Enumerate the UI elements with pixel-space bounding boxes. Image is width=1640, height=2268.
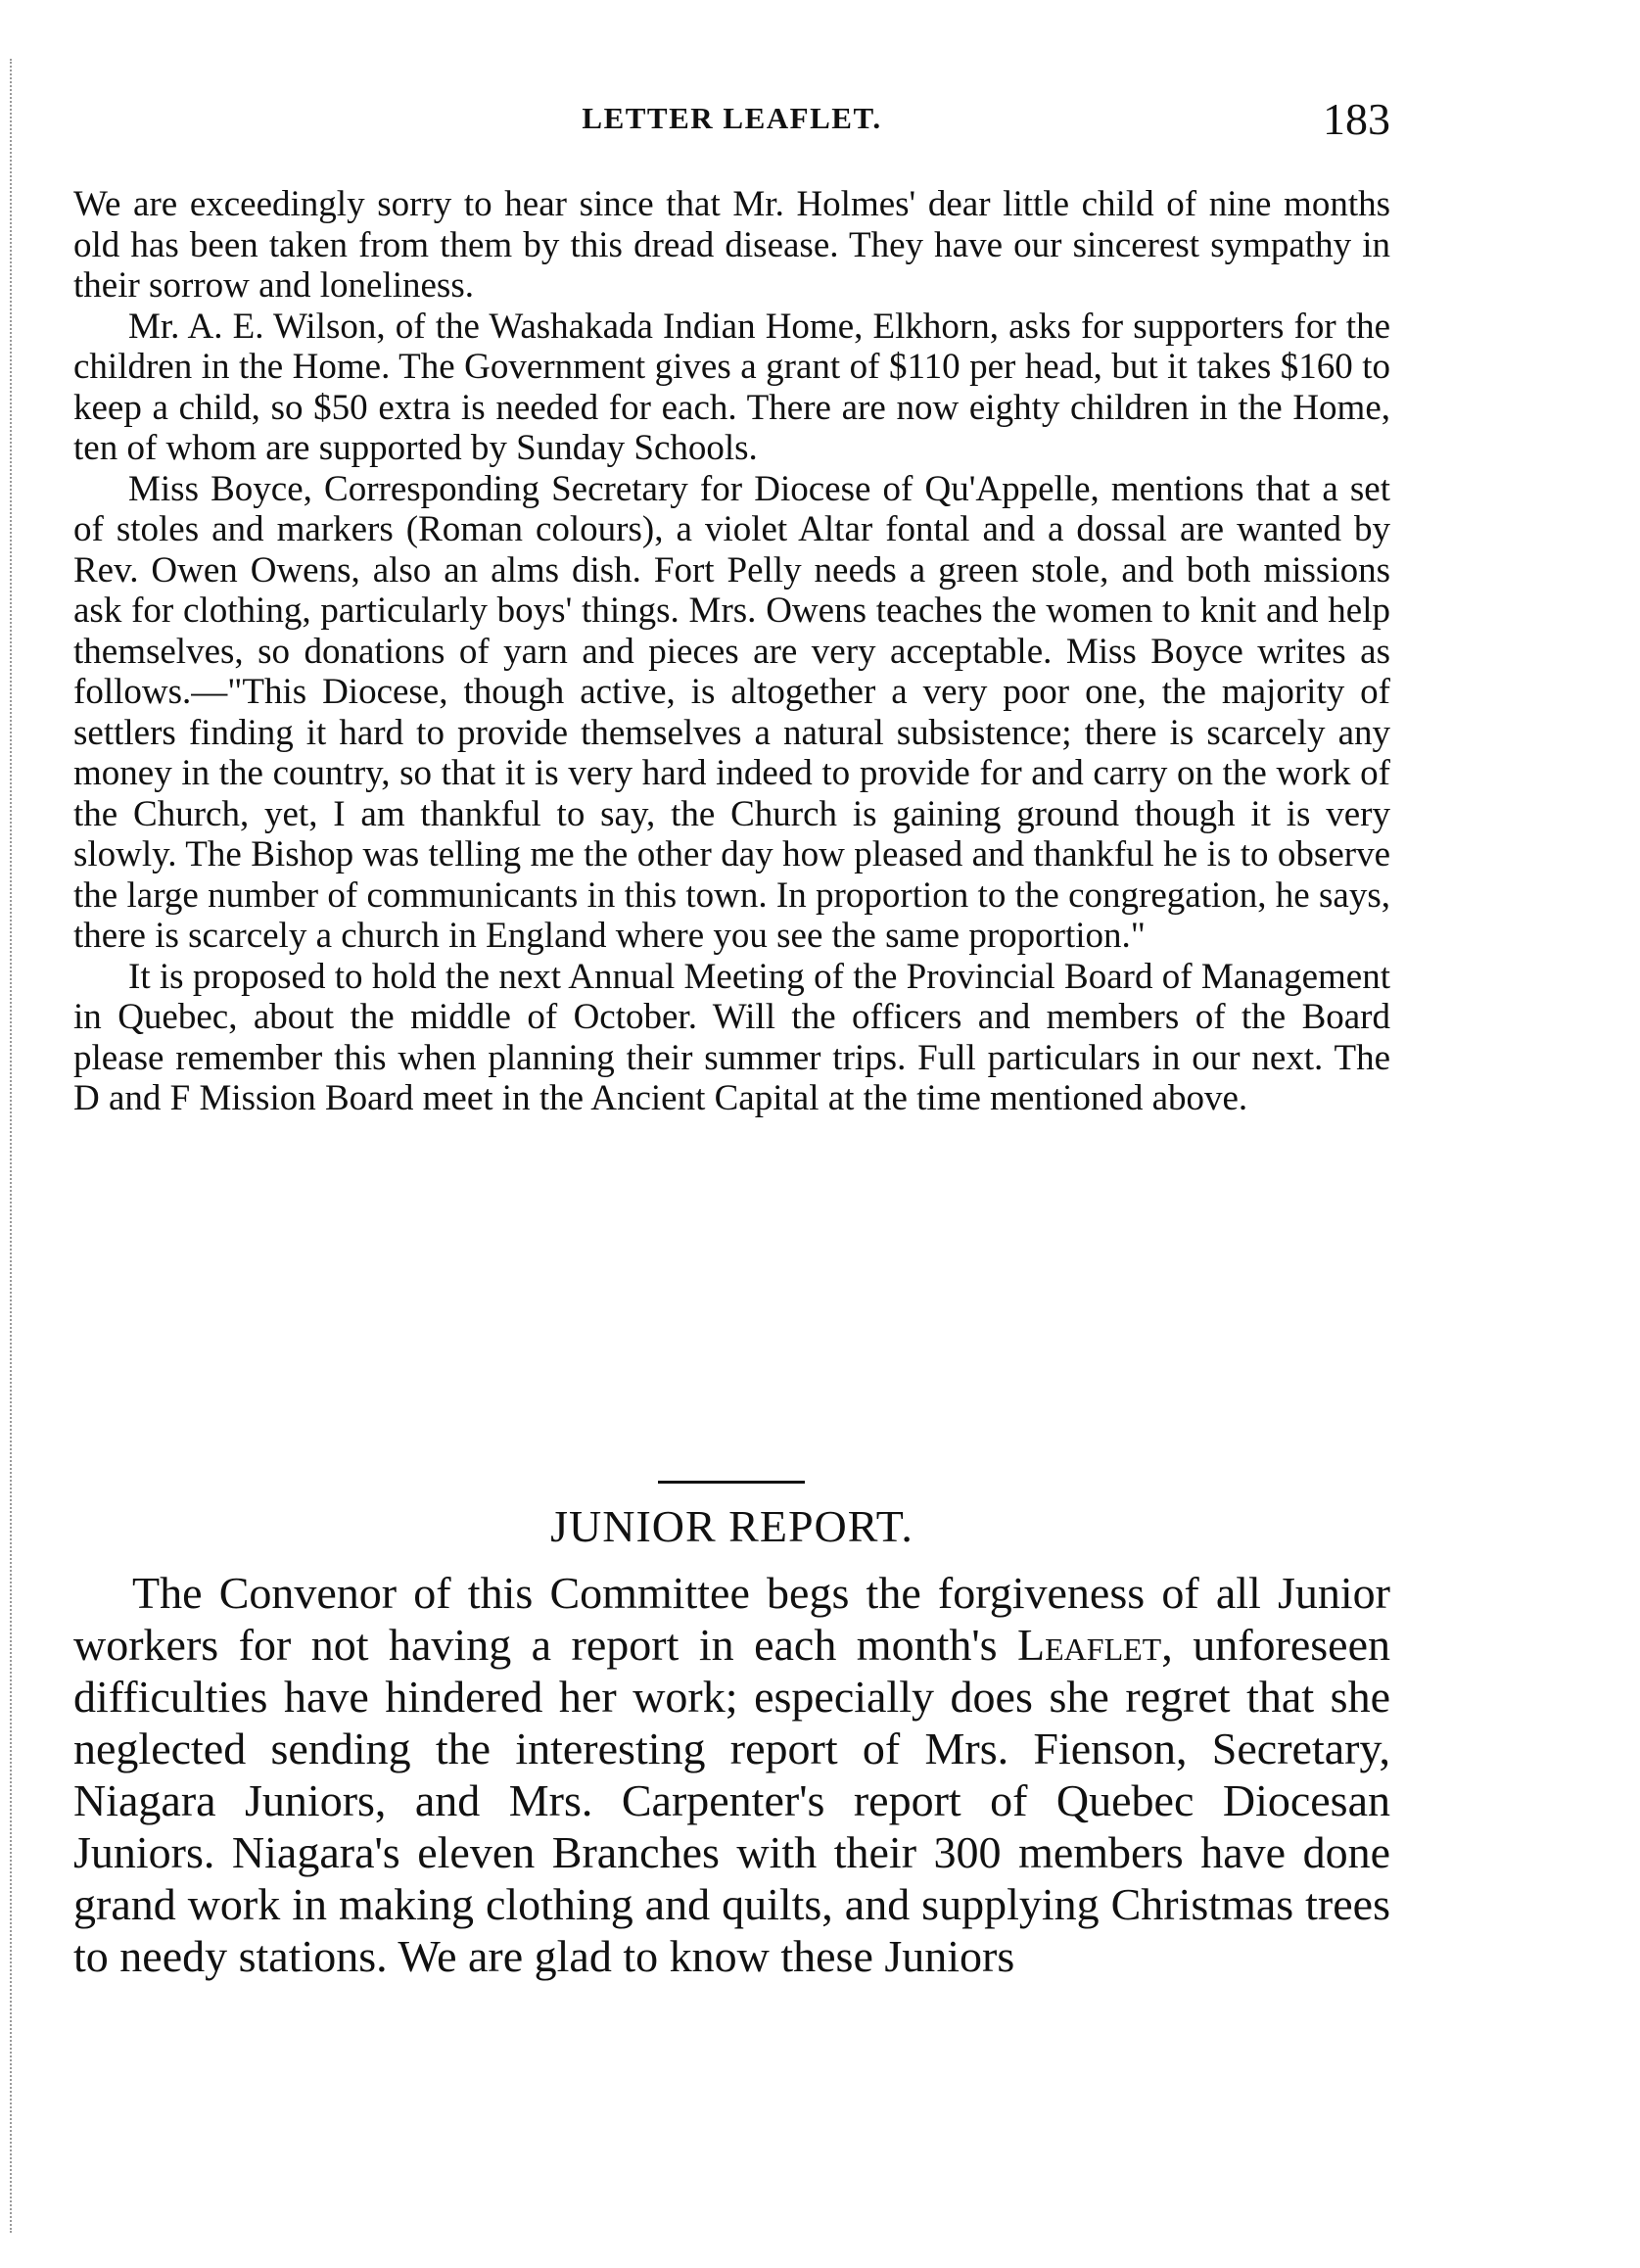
binding-edge	[10, 59, 12, 2233]
junior-text-start: The Convenor of this Committee begs the forgiveness of all Junior workers for not having a report in each month's	[73, 1568, 1390, 1670]
junior-report-body	[73, 1567, 1390, 1982]
junior-report-paragraph	[73, 1567, 1390, 1982]
page-header	[73, 93, 1390, 152]
section-divider	[658, 1481, 805, 1484]
paragraph-annual-meeting: It is proposed to hold the next Annual Meeting of the Provincial Board of Management in Quebec, about the middle of October. Will the officers and members of the Board please remember this when planning their summer trips. Full particulars in our next. The D and F Mission Board meet in the Ancient Capital at the time mentioned above.	[73, 956, 1390, 1118]
paragraph-holmes: We are exceedingly sorry to hear since that Mr. Holmes' dear little child of nine months old has been taken from them by this dread disease. They have our sincerest sympathy in their sorrow and loneliness.	[73, 184, 1390, 306]
section-title: JUNIOR REPORT.	[550, 1501, 914, 1551]
body-text	[73, 184, 1390, 1119]
leaflet-word: Leaflet	[1017, 1620, 1162, 1670]
paragraph-boyce: Miss Boyce, Corresponding Secretary for Diocese of Qu'Appelle, mentions that a set of stoles and markers (Roman colours), a violet Altar fontal and a dossal are wanted by Rev. Owen Owens, also an alms dish. Fort Pelly needs a green stole, and both missions ask for clothing, particularly boys' things. Mrs. Owens teaches the women to knit and help themselves, so donations of yarn and pieces are very acceptable. Miss Boyce writes as follows.—"This Diocese, though active, is altogether a very poor one, the majority of settlers finding it hard to provide themselves a natural subsistence; there is scarcely any money in the country, so that it is very hard indeed to provide for and carry on the work of the Church, yet, I am thankful to say, the Church is gaining ground though it is very slowly. The Bishop was telling me the other day how pleased and thankful he is to observe the large number of communicants in this town. In proportion to the congregation, he says, there is scarcely a church in England where you see the same proportion."	[73, 468, 1390, 956]
running-head: LETTER LEAFLET.	[582, 101, 882, 135]
paragraph-wilson: Mr. A. E. Wilson, of the Washakada Indian Home, Elkhorn, asks for supporters for the children in the Home. The Government gives a grant of $110 per head, but it takes $160 to keep a child, so $50 extra is needed for each. There are now eighty children in the Home, ten of whom are supported by Sunday Schools.	[73, 306, 1390, 468]
junior-text-rest: , unforeseen difficulties have hindered her work; especially does she regret that she neglected sending the interesting report of Mrs. Fienson, Secretary, Niagara Juniors, and Mrs. Carpenter's report of Quebec Diocesan Juniors. Niagara's eleven Branches with their 300 members have done grand work in making clothing and quilts, and supplying Christmas trees to needy stations. We are glad to know these Juniors	[73, 1620, 1390, 1981]
page-number: 183	[1323, 94, 1390, 144]
